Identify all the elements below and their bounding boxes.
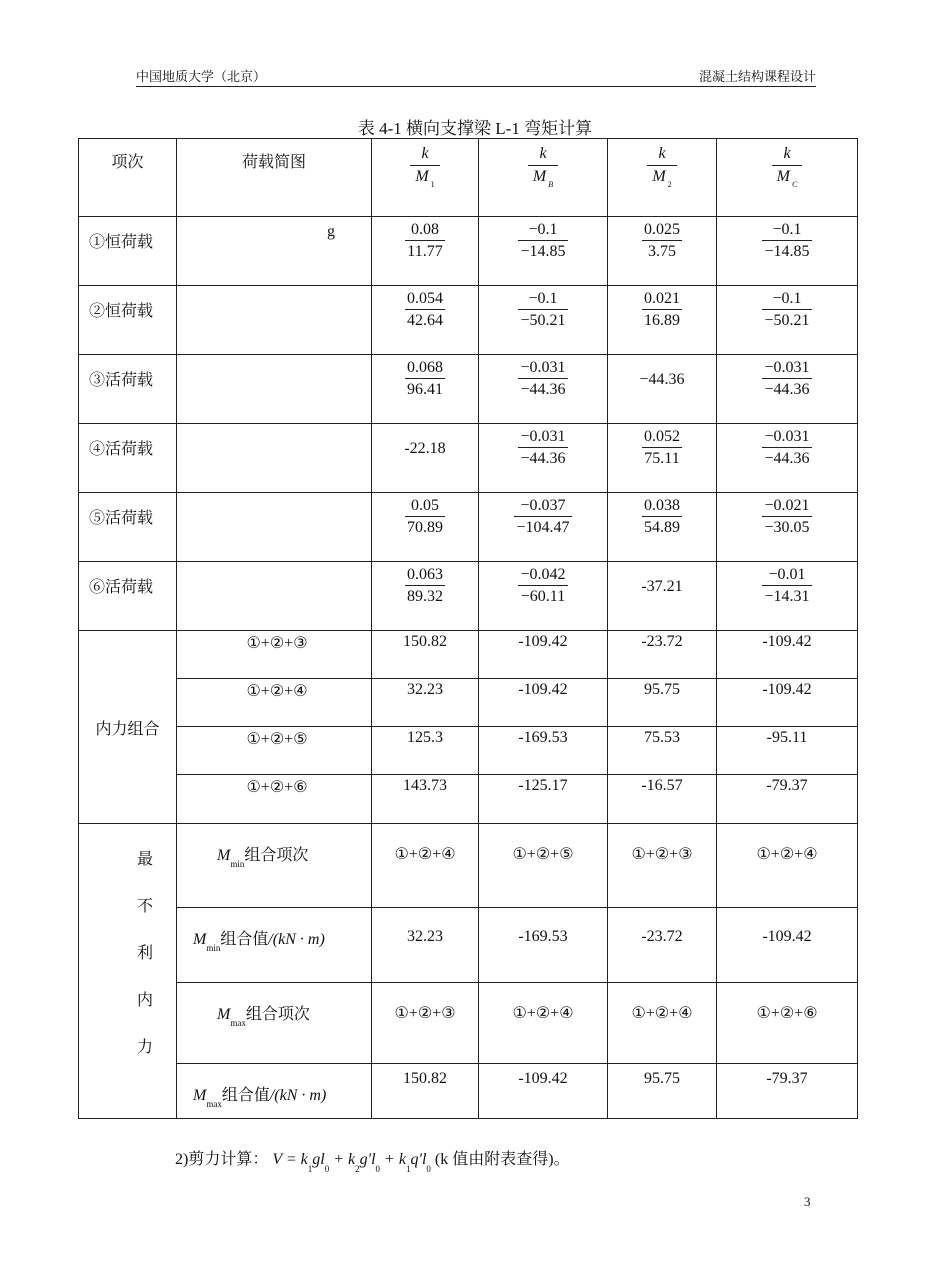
worst-value-cell [608, 824, 717, 908]
worst-row [79, 1064, 858, 1119]
moment-value: 75.11 [642, 447, 682, 469]
combo-value: 143.73 [403, 777, 447, 794]
load-case-label [79, 562, 177, 631]
m-subscript: B [548, 180, 554, 189]
col-coef-header-0 [372, 139, 479, 217]
coef-fraction [405, 357, 445, 400]
combo-value-cell [608, 775, 717, 824]
coef-cell [608, 355, 717, 424]
k-value: 0.05 [411, 497, 439, 514]
k-over-m [528, 145, 558, 189]
coef-fraction [642, 495, 682, 538]
moment-value: 96.41 [405, 378, 445, 400]
moment-value: −44.36 [518, 378, 567, 400]
worst-value: -79.37 [766, 1070, 808, 1087]
coef-cell [608, 217, 717, 286]
shear-suffix: (k 值由附表查得)。 [434, 1151, 570, 1168]
combo-name: ①+②+④ [246, 683, 308, 700]
worst-value-cell [479, 1064, 608, 1119]
combo-name: ①+②+⑥ [246, 779, 308, 796]
col-coef-header-1 [479, 139, 608, 217]
k-symbol: k [783, 145, 791, 162]
worst-label-char: 利 [137, 945, 154, 962]
coef-fraction [518, 288, 567, 331]
shear-formula [175, 1146, 570, 1174]
k-symbol: k [658, 145, 666, 162]
coef-fraction [642, 288, 682, 331]
combo-value-cell [608, 631, 717, 679]
worst-value: ①+②+④ [631, 1005, 693, 1022]
coef-fraction [762, 564, 811, 607]
worst-label-char: 力 [137, 1039, 154, 1056]
combo-value-cell [479, 727, 608, 775]
moment-value: −44.36 [639, 371, 685, 388]
combo-value: -109.42 [762, 681, 812, 698]
moment-value: 16.89 [642, 309, 682, 331]
moment-value: 11.77 [405, 240, 444, 262]
combo-value: -16.57 [641, 777, 683, 794]
moment-value: 54.89 [642, 516, 682, 538]
moment-value: 89.32 [405, 585, 445, 607]
worst-item-label [177, 1064, 372, 1119]
m-symbol: M [217, 847, 231, 864]
combo-value-cell [608, 679, 717, 727]
load-diagram-cell [177, 355, 372, 424]
k-over-m [647, 145, 677, 189]
k-value: −0.1 [772, 221, 802, 238]
combo-value-cell [372, 631, 479, 679]
load-diagram-cell [177, 286, 372, 355]
worst-value: -109.42 [762, 928, 812, 945]
worst-value: ①+②+④ [394, 846, 456, 863]
m-subscript: max [230, 1018, 246, 1028]
header-course: 混凝土结构课程设计 [698, 69, 816, 84]
moment-value: −30.05 [762, 516, 811, 538]
combo-value: 32.23 [407, 681, 443, 698]
col-coef-header-2 [608, 139, 717, 217]
coef-cell [608, 424, 717, 493]
combo-value: -79.37 [766, 777, 808, 794]
combo-value-cell [717, 727, 858, 775]
worst-value-cell [717, 908, 858, 983]
coef-fraction [642, 219, 682, 262]
load-case-label [79, 493, 177, 562]
worst-value-cell [479, 983, 608, 1064]
worst-item-label [177, 983, 372, 1064]
combo-row [79, 727, 858, 775]
k-value: 0.063 [407, 566, 443, 583]
page-number: 3 [804, 1194, 811, 1209]
coef-cell [372, 493, 479, 562]
k-over-m [772, 145, 802, 189]
shear-equation: $V = k_1gl_0 + k_2g'l_0 + k_1q'l_0$ [272, 1151, 431, 1174]
combo-value: 150.82 [403, 633, 447, 650]
m-subscript: 1 [430, 180, 435, 189]
m-symbol [772, 165, 802, 189]
k-value: 0.054 [407, 290, 443, 307]
moment-value: −44.36 [762, 378, 811, 400]
worst-label-char: 最 [137, 851, 154, 868]
coef-fraction [405, 288, 445, 331]
moment-value: 42.64 [405, 309, 445, 331]
coef-fraction [518, 426, 567, 469]
unit-text: /(kN · m) [268, 931, 325, 948]
worst-item-text: 组合值 [220, 931, 269, 948]
m-subscript: max [206, 1099, 222, 1109]
m-symbol [410, 165, 440, 189]
coef-fraction [762, 219, 811, 262]
worst-value-cell [372, 908, 479, 983]
worst-row [79, 983, 858, 1064]
m-symbol: M [193, 1087, 207, 1104]
coef-fraction [762, 495, 811, 538]
k-value: −0.1 [528, 221, 558, 238]
moment-value: −104.47 [514, 516, 571, 538]
worst-value-cell [717, 1064, 858, 1119]
combo-value-cell [372, 679, 479, 727]
combo-value: -109.42 [518, 681, 568, 698]
coef-cell [717, 286, 858, 355]
worst-value-cell [608, 983, 717, 1064]
worst-value: -23.72 [641, 928, 683, 945]
combo-value-cell [372, 727, 479, 775]
coef-cell [372, 217, 479, 286]
moment-value: −14.85 [762, 240, 811, 262]
moment-value: -22.18 [404, 440, 446, 457]
coef-fraction [405, 495, 445, 538]
moment-value: -37.21 [641, 578, 683, 595]
coef-fraction [762, 288, 811, 331]
worst-value: ①+②+⑤ [512, 846, 574, 863]
combo-value-cell [479, 775, 608, 824]
k-symbol: k [539, 145, 547, 162]
worst-value: ①+②+④ [756, 846, 818, 863]
load-diagram-cell [177, 424, 372, 493]
combo-value-cell [479, 631, 608, 679]
worst-value-cell [608, 1064, 717, 1119]
k-value: 0.038 [644, 497, 680, 514]
k-value: −0.1 [528, 290, 558, 307]
load-diagram-cell [177, 217, 372, 286]
unit-text: /(kN · m) [269, 1087, 327, 1104]
load-g-symbol: g [327, 223, 335, 240]
combo-value-cell [479, 679, 608, 727]
load-row [79, 286, 858, 355]
load-case-label [79, 286, 177, 355]
load-case-text: ④活荷载 [89, 441, 154, 458]
worst-value: -169.53 [518, 928, 568, 945]
coef-cell [372, 562, 479, 631]
m-symbol: M [217, 1006, 231, 1023]
combo-value-cell [717, 775, 858, 824]
m-symbol [647, 165, 677, 189]
load-row [79, 424, 858, 493]
combo-name-cell [177, 727, 372, 775]
worst-label-char: 不 [137, 898, 154, 915]
moment-value: −44.36 [762, 447, 811, 469]
moment-value: −60.11 [518, 585, 567, 607]
load-row [79, 493, 858, 562]
combo-value-cell [717, 631, 858, 679]
coef-cell [479, 424, 608, 493]
combo-name-cell [177, 631, 372, 679]
worst-row [79, 908, 858, 983]
coef-fraction [762, 426, 811, 469]
load-row [79, 217, 858, 286]
k-value: −0.031 [520, 428, 566, 445]
combo-value: 95.75 [644, 681, 680, 698]
col-diagram-header [177, 139, 372, 217]
header-university: 中国地质大学（北京） [136, 69, 267, 84]
worst-value: 95.75 [644, 1070, 680, 1087]
worst-item-text: 组合项次 [245, 1006, 310, 1023]
coef-fraction [518, 357, 567, 400]
combo-value: -23.72 [641, 633, 683, 650]
m-letter: M [776, 168, 790, 185]
load-case-text: ②恒荷载 [89, 303, 154, 320]
combo-value-cell [608, 727, 717, 775]
moment-value: −14.85 [518, 240, 567, 262]
coef-cell [717, 493, 858, 562]
combo-value-cell [717, 679, 858, 727]
worst-value-cell [479, 908, 608, 983]
worst-force-label [79, 824, 177, 1119]
moment-value: 70.89 [405, 516, 445, 538]
combo-name: ①+②+③ [246, 635, 308, 652]
combo-name: ①+②+⑤ [246, 731, 308, 748]
coef-cell [608, 286, 717, 355]
worst-value: ①+②+③ [631, 846, 693, 863]
m-symbol: M [193, 931, 207, 948]
worst-value: ①+②+③ [394, 1005, 456, 1022]
combo-row [79, 679, 858, 727]
k-value: −0.01 [768, 566, 806, 583]
k-symbol: k [421, 145, 429, 162]
combo-value: 75.53 [644, 729, 680, 746]
k-over-m [410, 145, 440, 189]
worst-item-label [177, 824, 372, 908]
coef-cell [717, 424, 858, 493]
coef-fraction [405, 219, 444, 262]
k-value: −0.031 [520, 359, 566, 376]
combo-row [79, 775, 858, 824]
k-value: −0.031 [764, 359, 810, 376]
load-case-text: ①恒荷载 [89, 234, 154, 251]
k-value: −0.037 [520, 497, 566, 514]
coef-cell [372, 286, 479, 355]
coef-cell [479, 217, 608, 286]
load-case-text: ③活荷载 [89, 372, 154, 389]
worst-value: 150.82 [403, 1070, 447, 1087]
load-diagram-cell [177, 493, 372, 562]
coef-cell [479, 355, 608, 424]
coef-fraction [405, 564, 445, 607]
m-subscript: min [206, 943, 221, 953]
coef-cell [372, 355, 479, 424]
combo-name-cell [177, 679, 372, 727]
worst-item-label [177, 908, 372, 983]
col-diagram-label: 荷载简图 [241, 154, 306, 171]
coef-cell [479, 562, 608, 631]
coef-cell [479, 286, 608, 355]
k-value: 0.052 [644, 428, 680, 445]
col-item-header [79, 139, 177, 217]
moment-value: −50.21 [762, 309, 811, 331]
m-symbol [528, 165, 558, 189]
coef-cell [608, 562, 717, 631]
combo-value: 125.3 [407, 729, 443, 746]
k-value: 0.025 [644, 221, 680, 238]
load-diagram-cell [177, 562, 372, 631]
coef-cell [372, 424, 479, 493]
load-row [79, 355, 858, 424]
combo-value: -169.53 [518, 729, 568, 746]
load-case-text: ⑥活荷载 [89, 579, 154, 596]
worst-value-cell [372, 824, 479, 908]
coef-fraction [518, 219, 567, 262]
worst-value-cell [717, 983, 858, 1064]
combo-value: -109.42 [518, 633, 568, 650]
load-case-label [79, 355, 177, 424]
worst-value-cell [608, 908, 717, 983]
moment-value: 3.75 [642, 240, 682, 262]
m-letter: M [532, 168, 547, 185]
k-value: −0.042 [520, 566, 566, 583]
m-letter: M [652, 168, 666, 185]
coef-cell [717, 217, 858, 286]
combo-value: -95.11 [766, 729, 808, 746]
coef-fraction [514, 495, 571, 538]
load-row [79, 562, 858, 631]
moment-value: −14.31 [762, 585, 811, 607]
worst-value-cell [717, 824, 858, 908]
worst-value-cell [372, 1064, 479, 1119]
coef-cell [479, 493, 608, 562]
k-value: 0.08 [411, 221, 439, 238]
m-letter: M [415, 168, 429, 185]
load-case-label [79, 217, 177, 286]
k-value: −0.021 [764, 497, 810, 514]
combo-name-cell [177, 775, 372, 824]
load-case-text: ⑤活荷载 [89, 510, 154, 527]
moment-value: −44.36 [518, 447, 567, 469]
load-case-label [79, 424, 177, 493]
col-coef-header-3 [717, 139, 858, 217]
combo-value: -109.42 [762, 633, 812, 650]
coef-cell [717, 355, 858, 424]
moment-table [78, 138, 858, 1119]
worst-value-cell [479, 824, 608, 908]
coef-fraction [762, 357, 811, 400]
coef-fraction [642, 426, 682, 469]
coef-cell [608, 493, 717, 562]
coef-fraction [518, 564, 567, 607]
worst-value: -109.42 [518, 1070, 568, 1087]
table-caption: 表 4-1 横向支撑梁 L-1 弯矩计算 [357, 119, 593, 138]
worst-value: ①+②+⑥ [756, 1005, 818, 1022]
worst-value: ①+②+④ [512, 1005, 574, 1022]
worst-item-text: 组合项次 [244, 847, 309, 864]
m-subscript: C [791, 180, 798, 189]
page-header [136, 66, 816, 87]
combo-value: -125.17 [518, 777, 568, 794]
shear-prefix: 2)剪力计算： [175, 1151, 269, 1168]
combo-row [79, 631, 858, 679]
m-subscript: 2 [667, 180, 672, 189]
coef-cell [717, 562, 858, 631]
worst-row [79, 824, 858, 908]
combination-label [79, 631, 177, 824]
worst-label-char: 内 [137, 992, 154, 1009]
m-subscript: min [230, 859, 245, 869]
k-value: 0.021 [644, 290, 680, 307]
moment-value: −50.21 [518, 309, 567, 331]
k-value: −0.031 [764, 428, 810, 445]
combination-text: 内力组合 [95, 720, 160, 738]
k-value: 0.068 [407, 359, 443, 376]
col-item-label: 项次 [111, 154, 144, 171]
worst-value-cell [372, 983, 479, 1064]
combo-value-cell [372, 775, 479, 824]
header-row [79, 139, 858, 217]
k-value: −0.1 [772, 290, 802, 307]
worst-value: 32.23 [407, 928, 443, 945]
worst-item-text: 组合值 [221, 1087, 270, 1104]
